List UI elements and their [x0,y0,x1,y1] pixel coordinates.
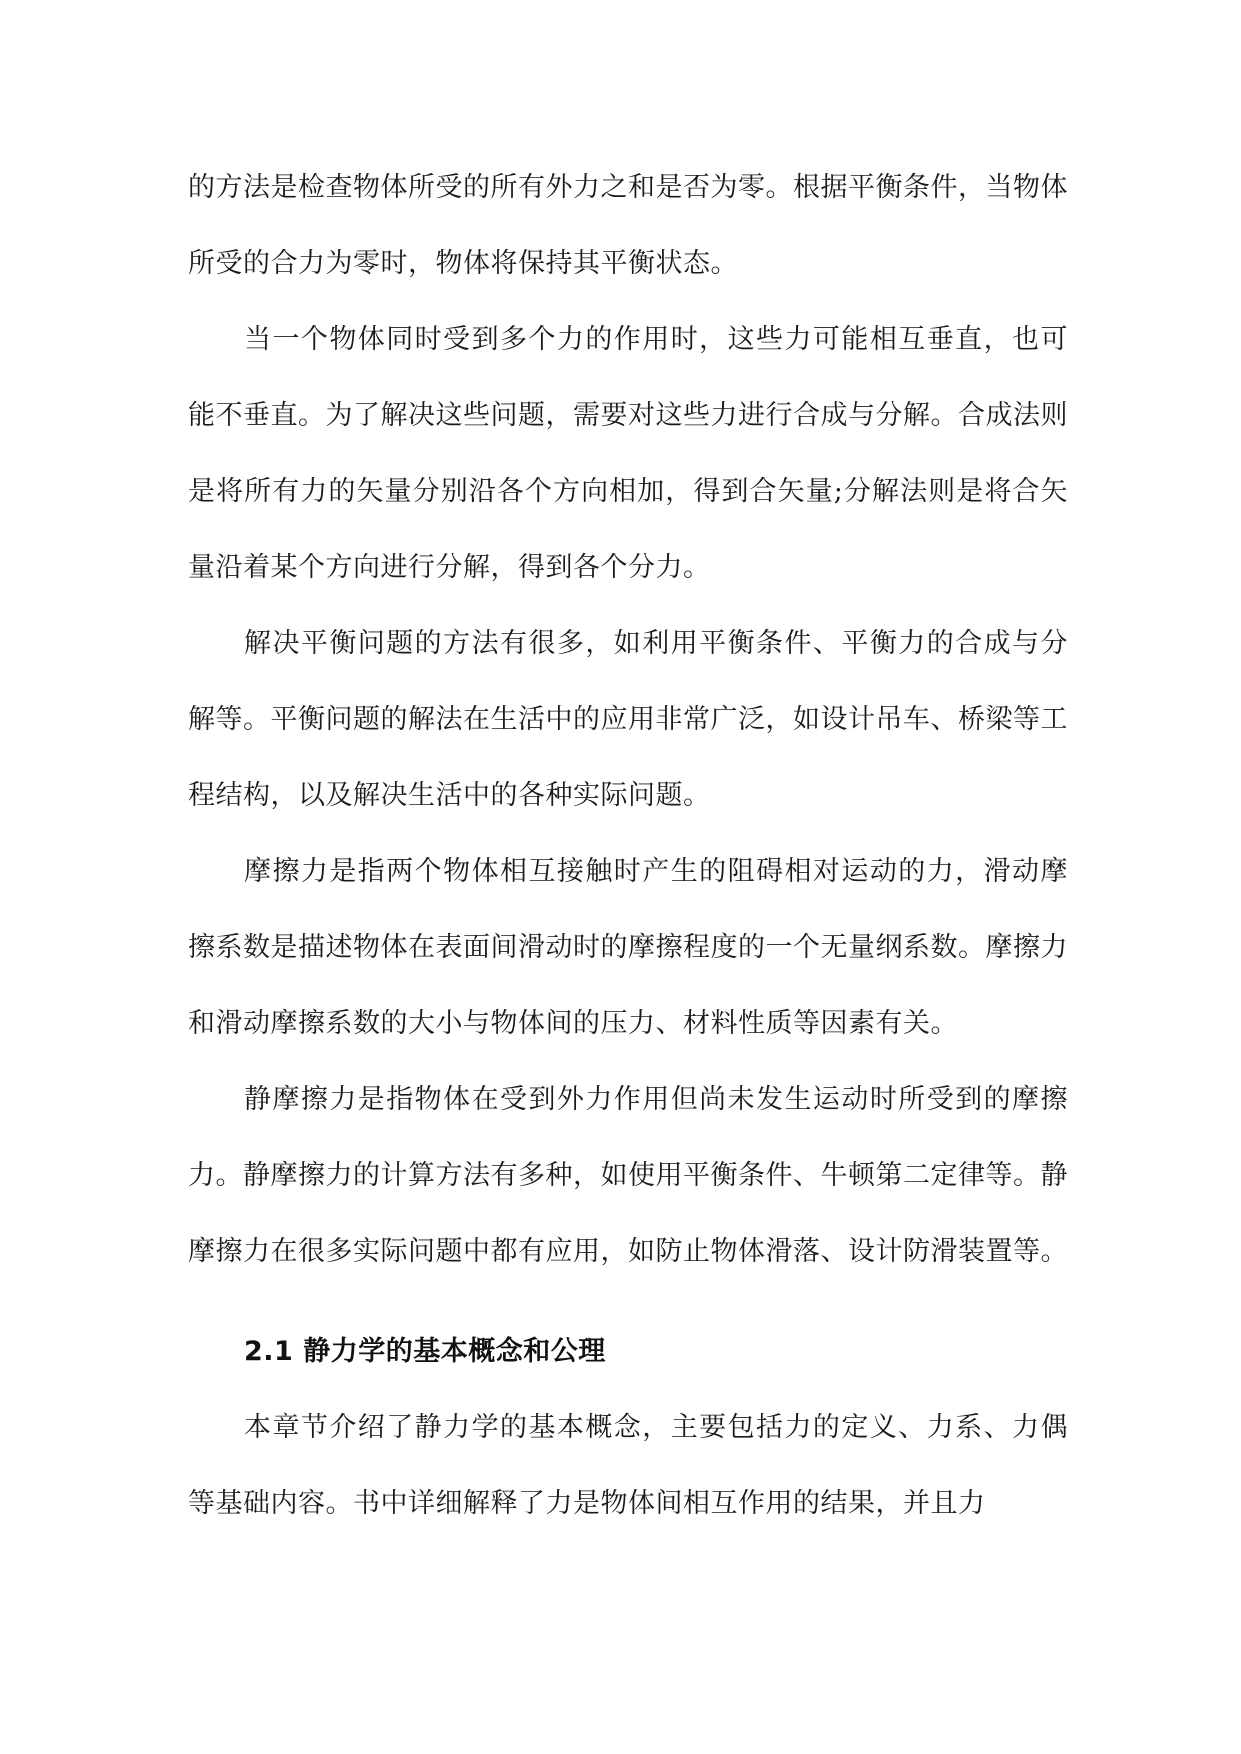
paragraph-4: 摩擦力是指两个物体相互接触时产生的阻碍相对运动的力，滑动摩擦系数是描述物体在表面间滑动时的摩擦程度的一个无量纲系数。摩擦力和滑动摩擦系数的大小与物体间的压力、材料性质等因素有关。 [188,856,1068,1039]
paragraph-1: 的方法是检查物体所受的所有外力之和是否为零。根据平衡条件，当物体所受的合力为零时，物体将保持其平衡状态。 [188,172,1068,279]
section-heading: 2.1 静力学的基本概念和公理 [244,1336,606,1367]
paragraph-3: 解决平衡问题的方法有很多，如利用平衡条件、平衡力的合成与分解等。平衡问题的解法在生活中的应用非常广泛，如设计吊车、桥梁等工程结构，以及解决生活中的各种实际问题。 [188,628,1068,811]
document-body [188,150,1068,1542]
paragraph-2: 当一个物体同时受到多个力的作用时，这些力可能相互垂直，也可能不垂直。为了解决这些问题，需要对这些力进行合成与分解。合成法则是将所有力的矢量分别沿各个方向相加，得到合矢量;分解法则是将合矢量沿着某个方向进行分解，得到各个分力。 [188,324,1068,583]
paragraph-5: 静摩擦力是指物体在受到外力作用但尚未发生运动时所受到的摩擦力。静摩擦力的计算方法有多种，如使用平衡条件、牛顿第二定律等。静摩擦力在很多实际问题中都有应用，如防止物体滑落、设计防滑装置等。 [188,1084,1068,1267]
paragraph-6: 本章节介绍了静力学的基本概念，主要包括力的定义、力系、力偶等基础内容。书中详细解释了力是物体间相互作用的结果，并且力 [188,1412,1068,1519]
